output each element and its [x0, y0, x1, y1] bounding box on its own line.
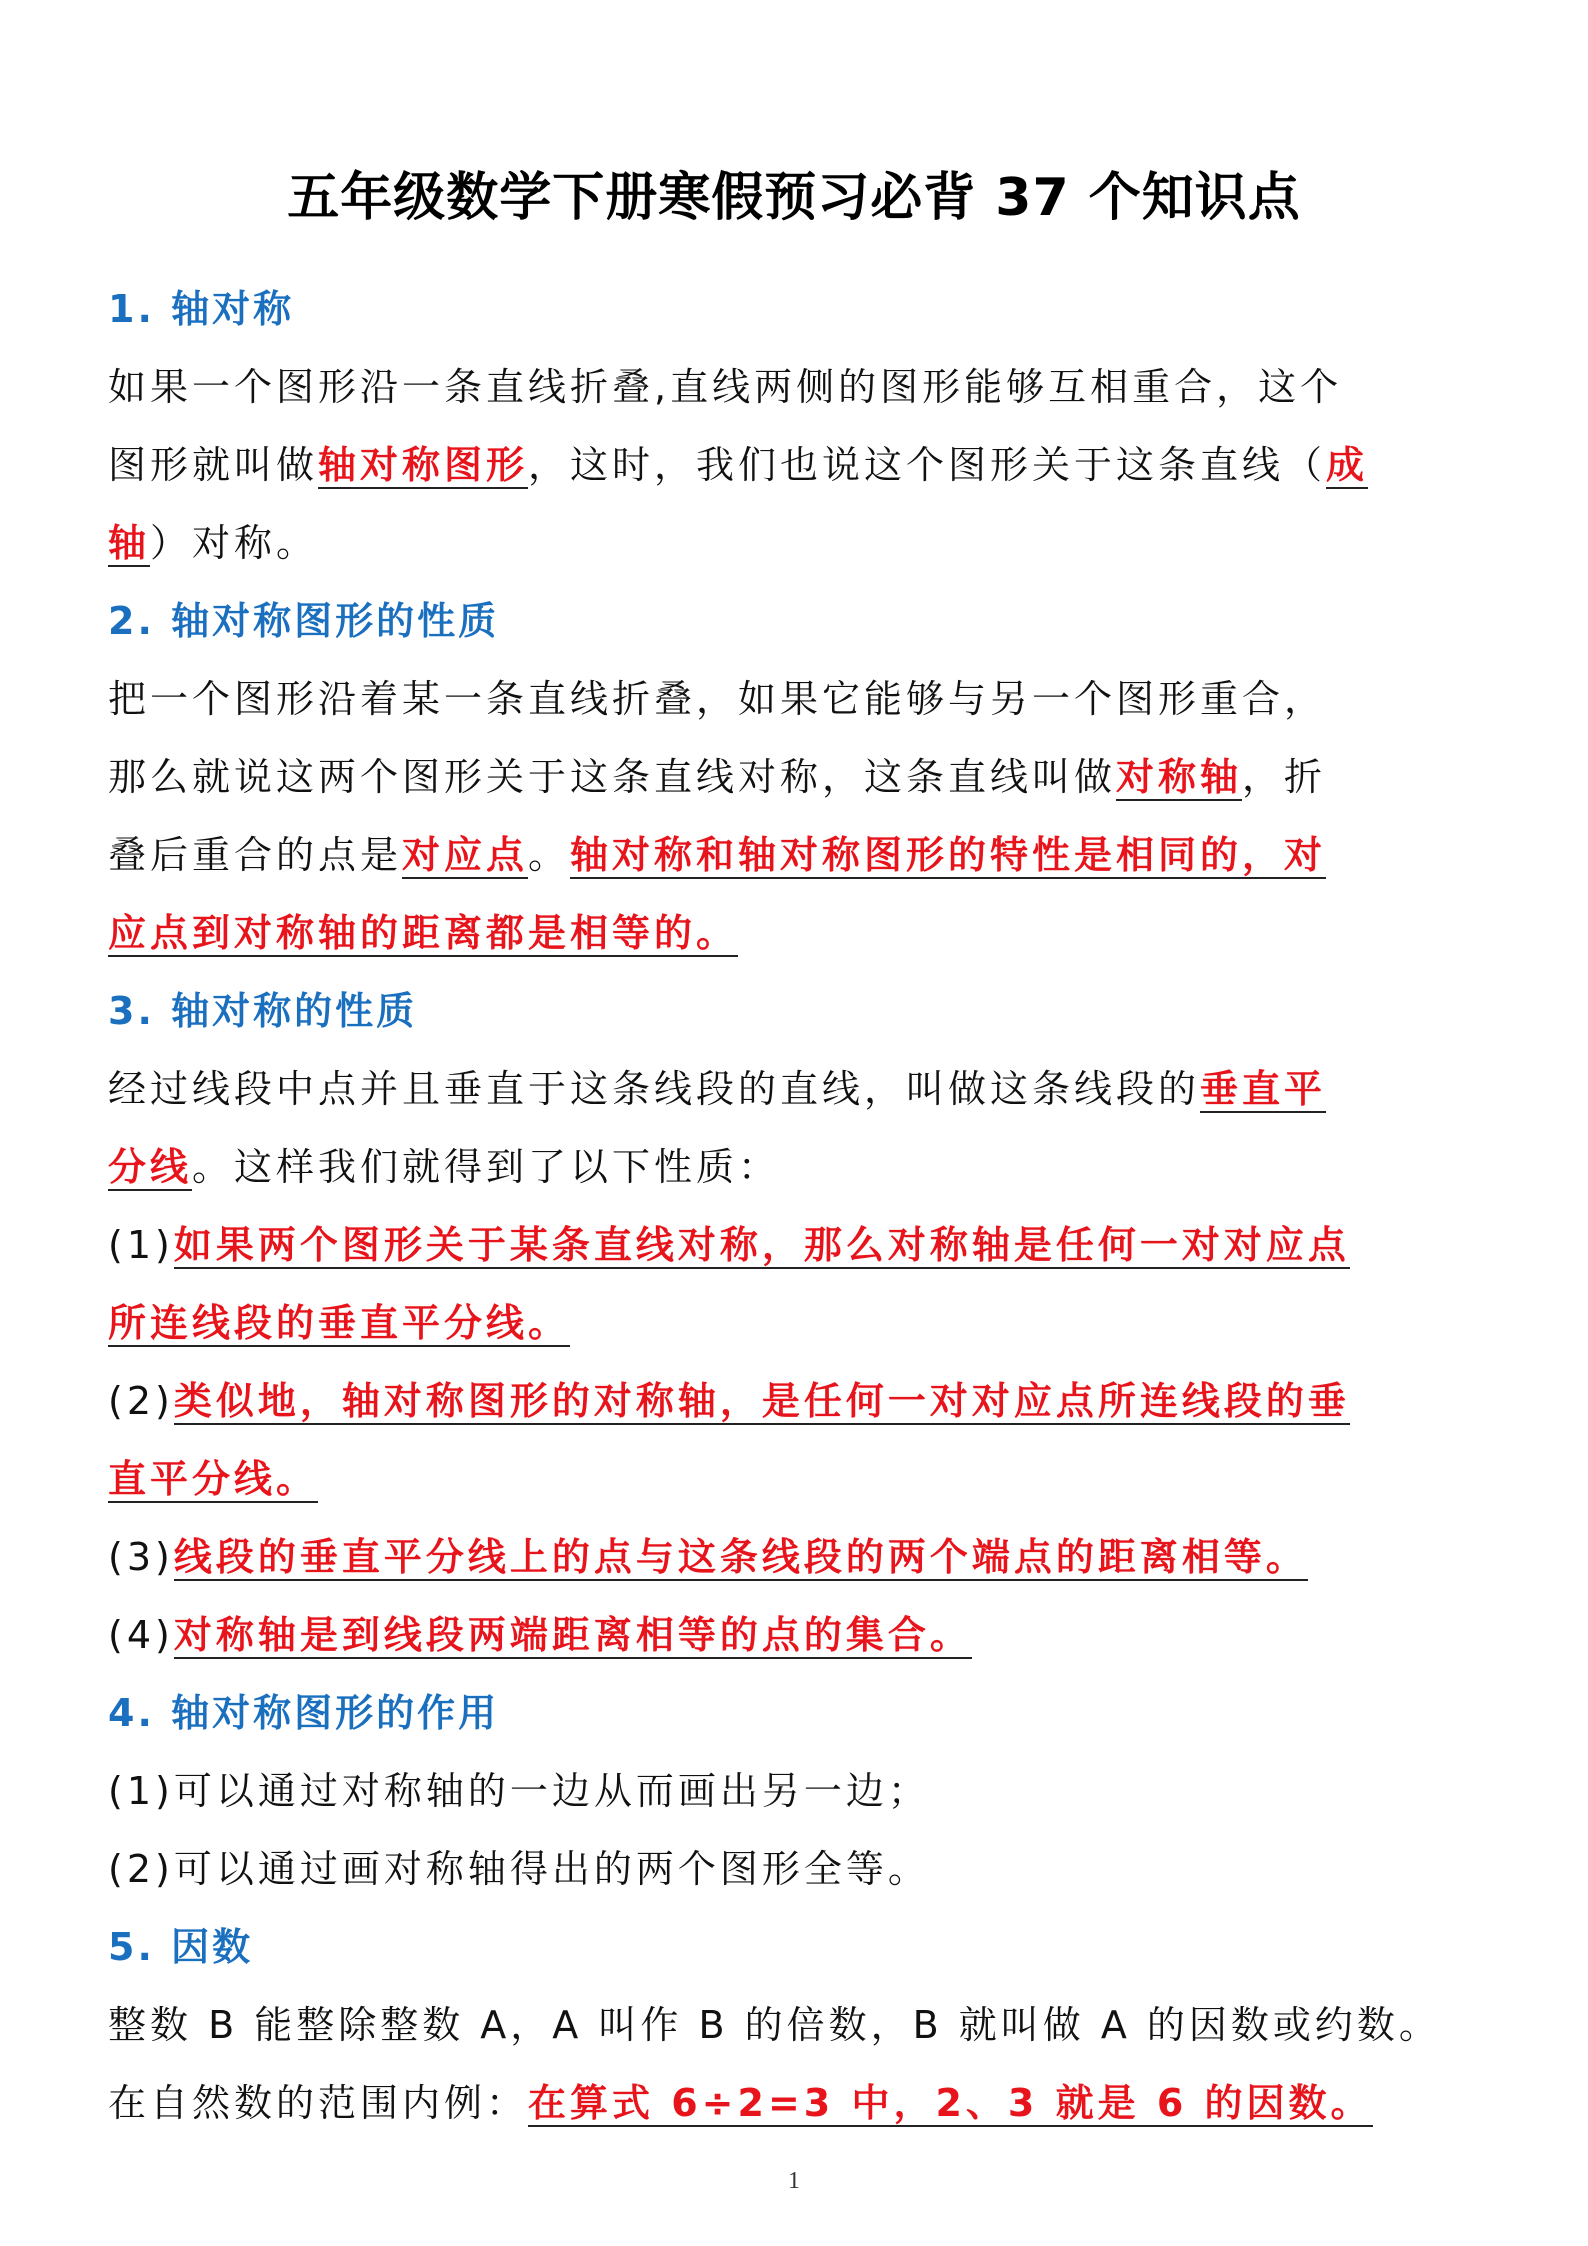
key-point-highlight: 如果两个图形关于某条直线对称，那么对称轴是任何一对对应点: [173, 1223, 1350, 1267]
text-line: [108, 362, 1498, 412]
body-text: (1)可以通过对称轴的一边从而画出另一边；: [108, 1769, 930, 1813]
body-text: (2): [108, 1379, 174, 1423]
key-point-highlight: 在算式 6÷2=3 中，2、3 就是 6 的因数。: [528, 2081, 1373, 2125]
text-line: [108, 674, 1498, 724]
section-heading: 4. 轴对称图形的作用: [108, 1691, 500, 1735]
body-text: 。这样我们就得到了以下性质：: [192, 1145, 781, 1189]
body-text: (4): [108, 1613, 174, 1657]
page-number: 1: [788, 2168, 800, 2194]
body-text: (2)可以通过画对称轴得出的两个图形全等。: [108, 1847, 930, 1891]
key-point-highlight: 轴对称和轴对称图形的特性是相同的，对: [570, 833, 1327, 877]
section-heading: 2. 轴对称图形的性质: [108, 599, 500, 643]
text-line: [108, 752, 1498, 802]
body-text: 在自然数的范围内例：: [108, 2081, 529, 2125]
document-title: 五年级数学下册寒假预习必背 37 个知识点: [287, 168, 1301, 228]
key-point-highlight: 对称轴: [1116, 755, 1243, 799]
key-point-highlight: 垂直平: [1200, 1067, 1327, 1111]
body-text: 图形就叫做: [108, 443, 319, 487]
body-text: (1): [108, 1223, 174, 1267]
body-text: 经过线段中点并且垂直于这条线段的直线，叫做这条线段的: [108, 1067, 1201, 1111]
text-line: [108, 2078, 1498, 2128]
body-text: 把一个图形沿着某一条直线折叠，如果它能够与另一个图形重合，: [108, 677, 1327, 721]
body-text: ，这时，我们也说这个图形关于这条直线（: [528, 443, 1327, 487]
text-line: [108, 908, 1498, 958]
text-line: [108, 1454, 1498, 1504]
text-line: [108, 1766, 1498, 1816]
text-line: [108, 1220, 1498, 1270]
text-line: [108, 1376, 1498, 1426]
text-line: [108, 2000, 1498, 2050]
key-point-highlight: 线段的垂直平分线上的点与这条线段的两个端点的距离相等。: [173, 1535, 1308, 1579]
text-line: [108, 518, 1498, 568]
body-text: 。: [528, 833, 571, 877]
key-point-highlight: 轴: [108, 521, 151, 565]
text-line: [108, 1298, 1498, 1348]
section-heading: 1. 轴对称: [108, 287, 295, 331]
key-point-highlight: 对称轴是到线段两端距离相等的点的集合。: [173, 1613, 972, 1657]
key-point-highlight: 应点到对称轴的距离都是相等的。: [108, 911, 739, 955]
text-line: [108, 1064, 1498, 1114]
key-point-highlight: 对应点: [402, 833, 529, 877]
section-heading: 5. 因数: [108, 1925, 254, 1969]
text-line: [108, 1844, 1498, 1894]
text-line: [108, 440, 1498, 490]
text-line: [108, 1610, 1498, 1660]
key-point-highlight: 轴对称图形: [318, 443, 529, 487]
key-point-highlight: 分线: [108, 1145, 193, 1189]
body-text: 如果一个图形沿一条直线折叠,直线两侧的图形能够互相重合，这个: [108, 365, 1343, 409]
text-line: [108, 1532, 1498, 1582]
key-point-highlight: 类似地，轴对称图形的对称轴，是任何一对对应点所连线段的垂: [173, 1379, 1350, 1423]
key-point-highlight: 所连线段的垂直平分线。: [108, 1301, 571, 1345]
body-text: ，折: [1242, 755, 1327, 799]
body-text: 叠后重合的点是: [108, 833, 403, 877]
text-line: [108, 1142, 1498, 1192]
section-heading: 3. 轴对称的性质: [108, 989, 418, 1033]
key-point-highlight: 直平分线。: [108, 1457, 319, 1501]
text-line: [108, 830, 1498, 880]
body-text: (3): [108, 1535, 174, 1579]
body-text: ）对称。: [150, 521, 319, 565]
key-point-highlight: 成: [1326, 443, 1369, 487]
body-text: 整数 B 能整除整数 A，A 叫作 B 的倍数，B 就叫做 A 的因数或约数。: [108, 2003, 1441, 2047]
body-text: 那么就说这两个图形关于这条直线对称，这条直线叫做: [108, 755, 1117, 799]
